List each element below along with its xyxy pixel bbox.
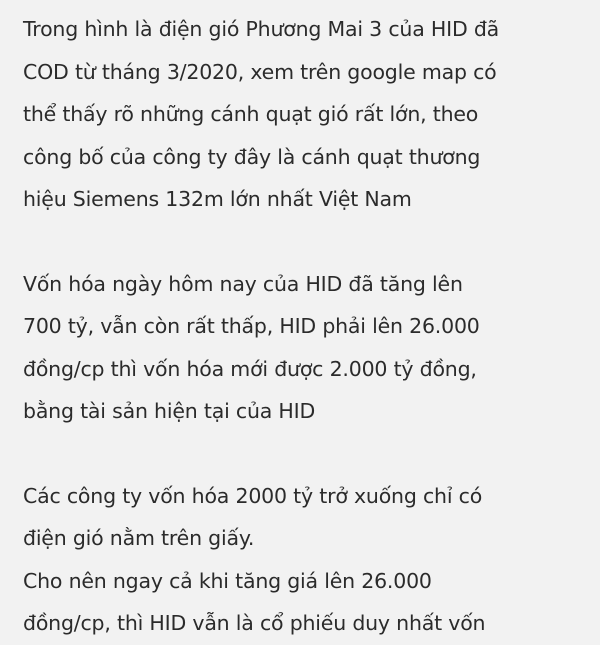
paragraph-line: COD từ tháng 3/2020, xem trên google map có (23, 59, 497, 84)
paragraph-2 (23, 263, 593, 433)
paragraph-line: hiệu Siemens 132m lớn nhất Việt Nam (23, 187, 412, 211)
paragraph-line: Các công ty vốn hóa 2000 tỷ trở xuống chỉ có (23, 483, 483, 508)
paragraph-line: điện gió nằm trên giấy. (23, 526, 255, 550)
paragraph-line: thể thấy rõ những cánh quạt gió rất lớn, theo (23, 102, 479, 126)
paragraph-line: đồng/cp thì vốn hóa mới được 2.000 tỷ đồng, (23, 356, 477, 381)
paragraph-line: Trong hình là điện gió Phương Mai 3 của HID đã (23, 17, 500, 41)
paragraph-line: Cho nên ngay cả khi tăng giá lên 26.000 (23, 568, 432, 593)
paragraph-3 (23, 475, 593, 645)
paragraph-1 (23, 8, 593, 221)
paragraph-line: đồng/cp, thì HID vẫn là cổ phiếu duy nhất vốn (23, 611, 486, 635)
paragraph-line: 700 tỷ, vẫn còn rất thấp, HID phải lên 26.000 (23, 314, 480, 338)
paragraph-line: bằng tài sản hiện tại của HID (23, 399, 316, 423)
paragraph-gap (23, 433, 593, 475)
paragraph-line: công bố của công ty đây là cánh quạt thương (23, 144, 481, 169)
paragraph-gap (23, 221, 593, 263)
post-body (23, 0, 593, 635)
paragraph-line: Vốn hóa ngày hôm nay của HID đã tăng lên (23, 271, 463, 296)
